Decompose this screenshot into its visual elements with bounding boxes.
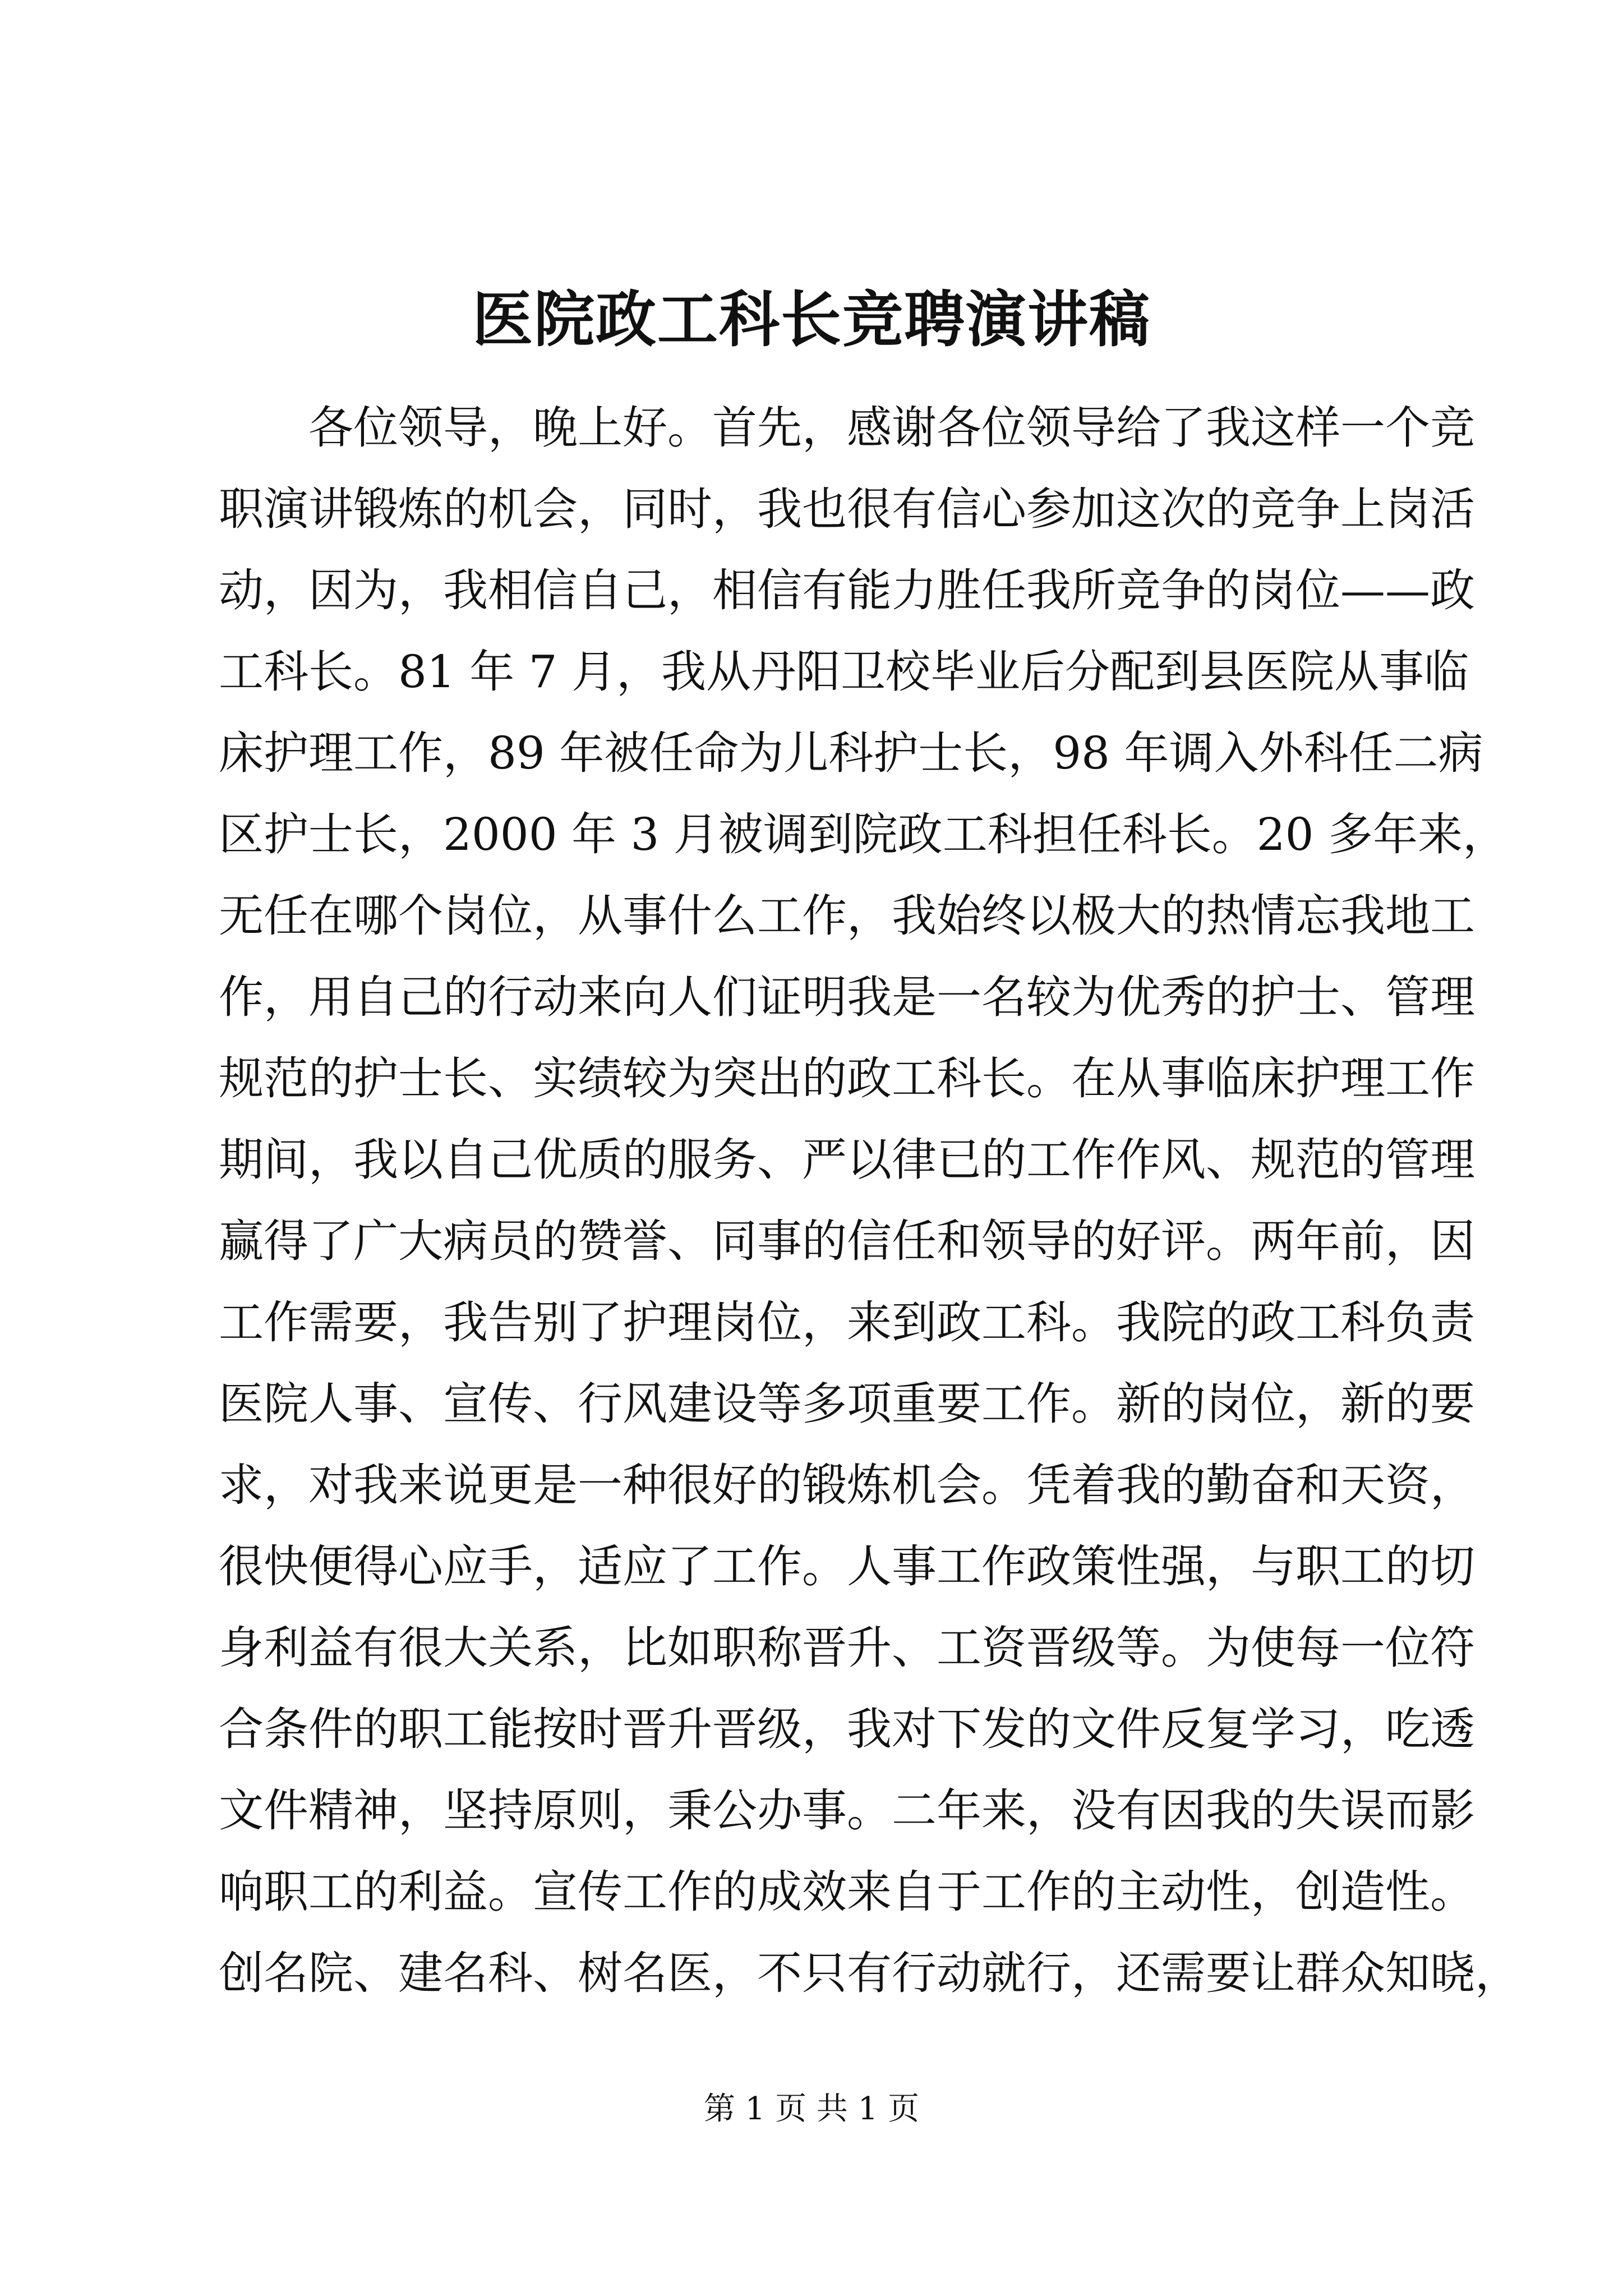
body-line: 各位领导，晚上好。首先，感谢各位领导给了我这样一个竞: [308, 402, 1475, 454]
body-line: 医院人事、宣传、行风建设等多项重要工作。新的岗位，新的要: [219, 1378, 1475, 1430]
body-line: 区护士长，2000 年 3 月被调到院政工科担任科长。20 多年来，: [219, 808, 1508, 861]
document-title: 医院政工科长竞聘演讲稿: [472, 284, 1151, 355]
body-line: 作，用自己的行动来向人们证明我是一名较为优秀的护士、管理: [219, 971, 1475, 1023]
body-line: 身利益有很大关系，比如职称晋升、工资晋级等。为使每一位符: [219, 1622, 1475, 1674]
page-number-footer: 第 1 页 共 1 页: [703, 2091, 920, 2127]
body-line: 文件精神，坚持原则，秉公办事。二年来，没有因我的失误而影: [219, 1784, 1475, 1837]
body-line: 创名院、建名科、树名医，不只有行动就行，还需要让群众知晓，: [219, 1947, 1520, 1999]
body-line: 工科长。81 年 7 月，我从丹阳卫校毕业后分配到县医院从事临: [219, 646, 1469, 698]
body-line: 工作需要，我告别了护理岗位，来到政工科。我院的政工科负责: [219, 1296, 1475, 1349]
body-line: 合条件的职工能按时晋升晋级，我对下发的文件反复学习，吃透: [219, 1703, 1475, 1755]
body-line: 响职工的利益。宣传工作的成效来自于工作的主动性，创造性。: [219, 1866, 1475, 1918]
body-line: 规范的护士长、实绩较为突出的政工科长。在从事临床护理工作: [219, 1052, 1475, 1105]
document-body: [219, 387, 1520, 2014]
body-line: 求，对我来说更是一种很好的锻炼机会。凭着我的勤奋和天资，: [219, 1459, 1475, 1511]
body-line: 职演讲锻炼的机会，同时，我也很有信心参加这次的竞争上岗活: [219, 483, 1475, 535]
body-line: 很快便得心应手，适应了工作。人事工作政策性强，与职工的切: [219, 1540, 1475, 1593]
body-line: 床护理工作，89 年被任命为儿科护士长，98 年调入外科任二病: [219, 727, 1483, 779]
body-line: 赢得了广大病员的赞誉、同事的信任和领导的好评。两年前，因: [219, 1215, 1475, 1267]
body-line: 无任在哪个岗位，从事什么工作，我始终以极大的热情忘我地工: [219, 890, 1475, 942]
body-line: 动，因为，我相信自己，相信有能力胜任我所竞争的岗位——政: [219, 564, 1475, 616]
body-line: 期间，我以自己优质的服务、严以律已的工作作风、规范的管理: [219, 1134, 1475, 1186]
